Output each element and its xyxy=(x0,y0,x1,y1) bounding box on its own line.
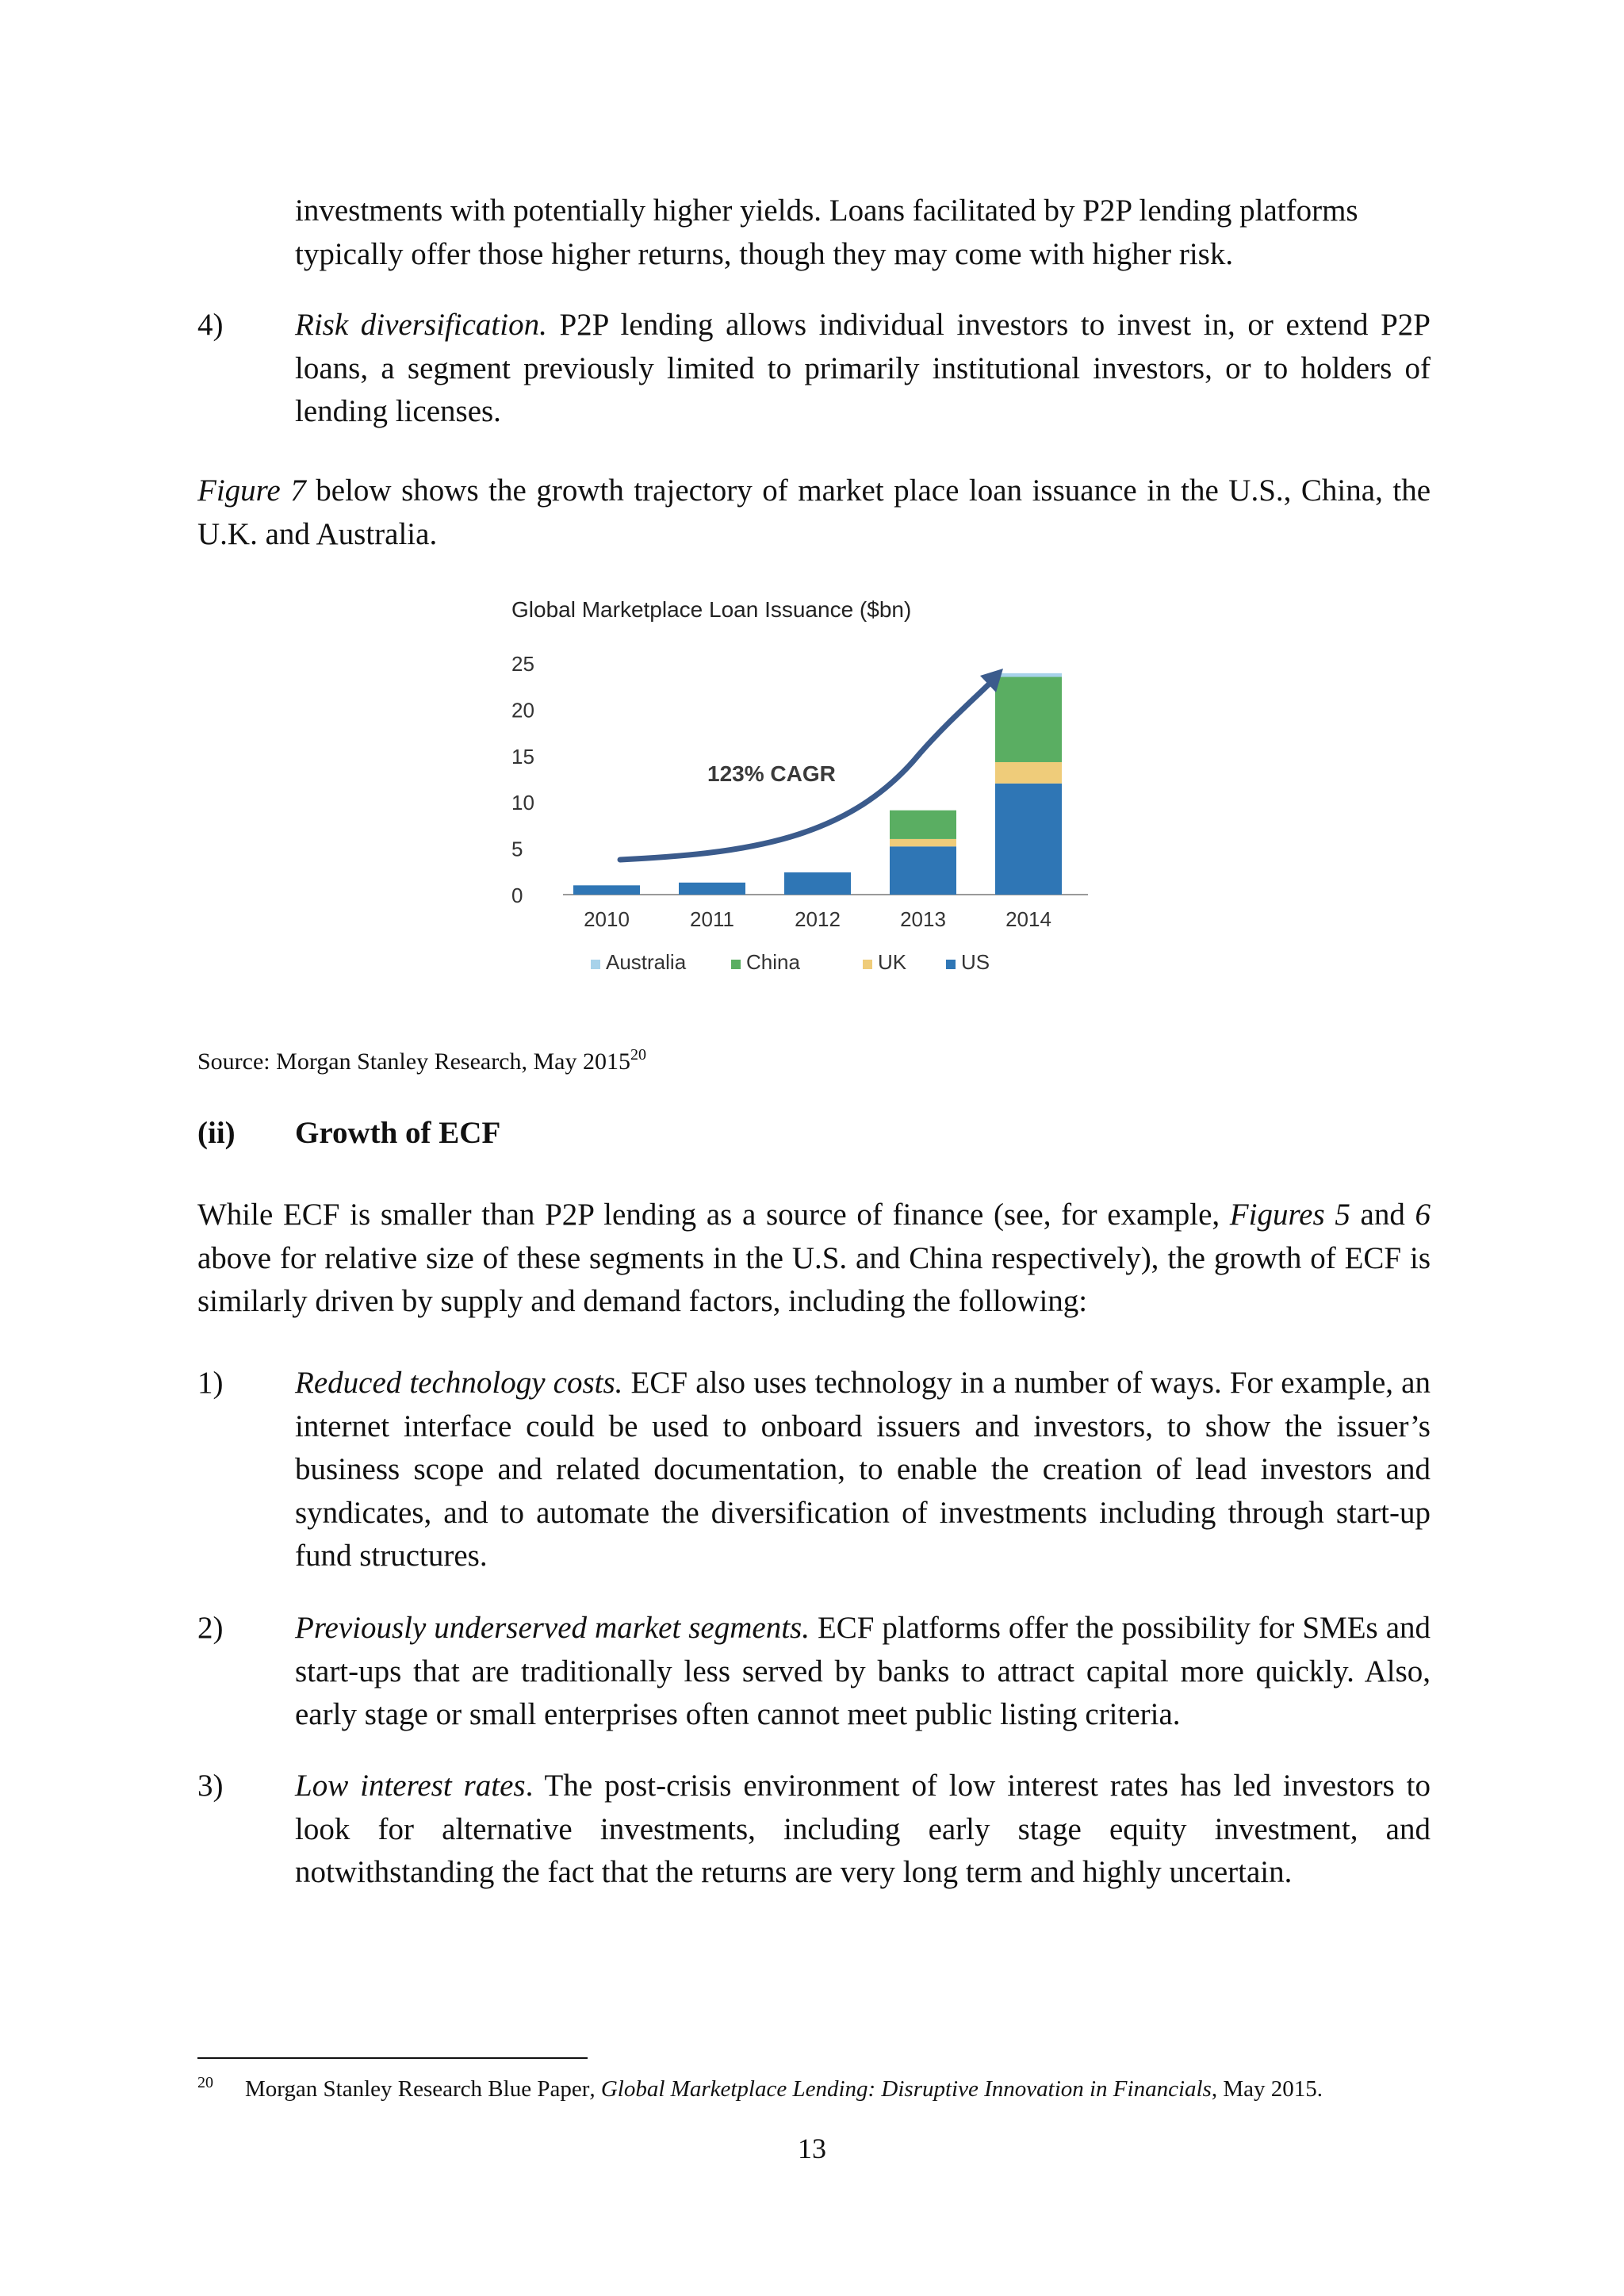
footnote-divider xyxy=(197,2057,588,2059)
chart-svg xyxy=(492,587,1126,999)
y-tick-label: 15 xyxy=(511,744,534,769)
y-tick-label: 20 xyxy=(511,698,534,723)
ecf-intro-part2: and xyxy=(1350,1198,1415,1232)
x-tick-label: 2013 xyxy=(900,907,946,931)
figure-6-reference: 6 xyxy=(1415,1198,1431,1232)
continued-paragraph xyxy=(295,190,1431,276)
section-title: Growth of ECF xyxy=(295,1116,501,1150)
list-body: ECF also uses technology in a number of ways. For example, an internet interface could be used to onboard issuers and investors, to show the issuer’s business scope and related documentation, to enable the creation of lead investors and syndicates, and to automate the diversification of investments including through start-up fund structures. xyxy=(295,1366,1431,1573)
legend-label-uk: UK xyxy=(878,950,907,974)
legend-swatch-uk xyxy=(863,960,872,969)
list-number: 3) xyxy=(197,1769,224,1803)
x-tick-label: 2014 xyxy=(1005,907,1051,931)
source-footnote-ref: 20 xyxy=(630,1046,646,1064)
y-tick-label: 5 xyxy=(511,837,523,861)
ecf-intro-part3: above for relative size of these segments in the U.S. and China respectively), the growth of ECF is similarly driven by supply and demand factors, including the following: xyxy=(197,1240,1431,1318)
list-lead: Previously underserved market segments. xyxy=(295,1611,810,1645)
list-body: P2P lending allows individual investors to invest in, or extend P2P loans, a segment previously limited to primarily institutional investors, or to holders of lending licenses. xyxy=(295,308,1431,428)
figures-5-reference: Figures 5 xyxy=(1229,1198,1350,1232)
chart-title: Global Marketplace Loan Issuance ($bn) xyxy=(511,597,912,622)
x-tick-label: 2012 xyxy=(795,907,841,931)
footnote-number: 20 xyxy=(197,2074,213,2091)
legend-swatch-us xyxy=(946,960,956,969)
section-number: (ii) xyxy=(197,1116,236,1150)
legend-label-china: China xyxy=(746,950,800,974)
y-tick-label: 10 xyxy=(511,791,534,815)
y-axis-ticks xyxy=(511,652,534,907)
ecf-intro-part1: While ECF is smaller than P2P lending as a source of finance (see, for example, xyxy=(197,1198,1230,1232)
list-lead: Reduced technology costs. xyxy=(295,1366,623,1400)
bar-us-2011 xyxy=(679,883,745,895)
bar-uk-2014 xyxy=(995,762,1062,784)
cagr-annotation: 123% CAGR xyxy=(707,761,836,786)
figure-source xyxy=(197,1039,646,1078)
list-number: 2) xyxy=(197,1611,224,1645)
list-lead: Low interest rates xyxy=(295,1769,526,1803)
page-number: 13 xyxy=(798,2133,826,2164)
y-tick-label: 0 xyxy=(511,884,523,907)
list-text xyxy=(295,1765,1431,1895)
list-text xyxy=(295,1607,1431,1737)
continued-line-2: typically offer those higher returns, though they may come with higher risk. xyxy=(295,236,1234,271)
loan-issuance-chart xyxy=(492,587,1126,999)
list-text xyxy=(295,1362,1431,1578)
x-tick-label: 2011 xyxy=(690,907,734,931)
ecf-intro-paragraph xyxy=(197,1194,1431,1324)
legend-label-us: US xyxy=(961,950,990,974)
figure-intro-text: below shows the growth trajectory of market place loan issuance in the U.S., China, the U.K. and Australia. xyxy=(197,473,1431,551)
footnote-author: Morgan Stanley Research Blue Paper xyxy=(245,2076,590,2102)
x-axis-labels xyxy=(584,907,1051,931)
footnote-text xyxy=(245,2073,1323,2105)
x-tick-label: 2010 xyxy=(584,907,630,931)
footnote-title: , Global Marketplace Lending: Disruptive Innovation in Financials xyxy=(589,2076,1212,2102)
y-tick-label: 25 xyxy=(511,652,534,676)
legend-swatch-china xyxy=(731,960,741,969)
list-number: 1) xyxy=(197,1366,224,1400)
figure-reference: Figure 7 xyxy=(197,473,306,508)
list-lead: Risk diversification. xyxy=(295,308,547,342)
list-text xyxy=(295,304,1431,434)
list-body: ECF platforms offer the possibility for SMEs and start-ups that are traditionally less served by banks to attract capital more quickly. Also, early stage or small enterprises often cannot meet public listing criteria. xyxy=(295,1611,1431,1731)
bar-uk-2013 xyxy=(890,839,956,846)
footnote-date: , May 2015. xyxy=(1211,2076,1323,2102)
figure-intro-paragraph xyxy=(197,470,1431,556)
bar-us-2010 xyxy=(573,885,640,895)
list-number: 4) xyxy=(197,308,224,342)
chart-legend xyxy=(591,950,990,974)
bar-china-2014 xyxy=(995,677,1062,762)
bar-us-2013 xyxy=(890,846,956,895)
bar-china-2013 xyxy=(890,811,956,839)
source-text: Source: Morgan Stanley Research, May 2015 xyxy=(197,1048,630,1075)
bar-us-2014 xyxy=(995,784,1062,895)
legend-swatch-australia xyxy=(591,960,600,969)
continued-line-1: investments with potentially higher yields. Loans facilitated by P2P lending platforms xyxy=(295,194,1358,228)
bar-australia-2014 xyxy=(995,673,1062,677)
list-body: . The post-crisis environment of low interest rates has led investors to look for alternative investments, including early stage equity investment, and notwithstanding the fact that the returns are very long term and highly uncertain. xyxy=(295,1769,1431,1889)
legend-label-australia: Australia xyxy=(606,950,687,974)
bar-us-2012 xyxy=(784,872,851,895)
